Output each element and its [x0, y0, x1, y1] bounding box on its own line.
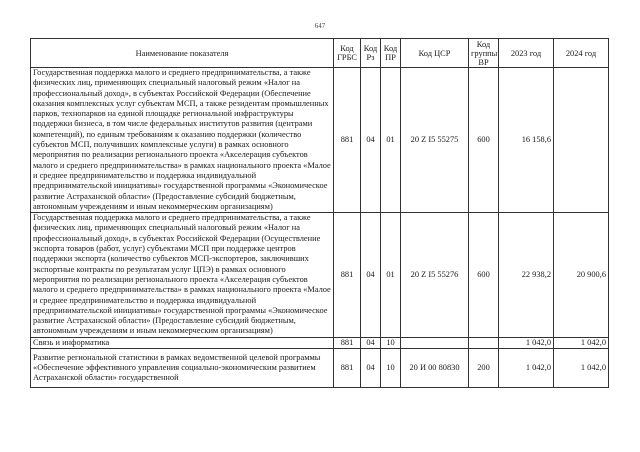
table-row	[31, 337, 609, 348]
row-rz: 04	[361, 349, 381, 388]
row-grbs: 881	[334, 337, 361, 348]
table-row	[31, 349, 609, 388]
row-rz: 04	[361, 213, 381, 338]
row-vr: 200	[469, 349, 499, 388]
row-2024: 1 042,0	[554, 349, 609, 388]
row-2024: 20 900,6	[554, 213, 609, 338]
budget-table	[30, 38, 609, 388]
row-vr: 600	[469, 68, 499, 213]
row-2023: 1 042,0	[499, 337, 554, 348]
table-row	[31, 68, 609, 213]
row-pr: 01	[381, 213, 401, 338]
row-name: Государственная поддержка малого и среднего предпринимательства, а также физических лиц, применяющих специальный налоговый режим «Налог на профессиональный доход», в субъектах Российской Федерации (Обеспечение оказания комплексных услуг субъектам МСП, а также резидентам промышленных парков, технопарков на единой площадке региональной инфраструктуры поддержки бизнеса, в том числе федеральных институтов развития (центрами компетенций), по единым требованиям к оказанию поддержки (количество субъектов МСП, получивших комплексные услуги) в рамках основного мероприятия по реализации регионального проекта «Акселерация субъектов малого и среднего предпринимательства» в рамках национального проекта «Малое и среднее предпринимательство и поддержка индивидуальной предпринимательской инициативы» государственной программы «Экономическое развитие Астраханской области» (Предоставление субсидий бюджетным, автономным учреждениям и иным некоммерческим организациям)	[31, 68, 334, 213]
header-name: Наименование показателя	[31, 39, 334, 68]
row-vr: 600	[469, 213, 499, 338]
row-rz: 04	[361, 68, 381, 213]
row-csr: 20 И 00 80830	[401, 349, 469, 388]
row-2023: 1 042,0	[499, 349, 554, 388]
row-csr: 20 Z I5 55275	[401, 68, 469, 213]
row-name: Связь и информатика	[31, 337, 334, 348]
table-row	[31, 213, 609, 338]
header-vr: Код группы ВР	[469, 39, 499, 68]
row-csr	[401, 337, 469, 348]
header-pr: Код ПР	[381, 39, 401, 68]
row-2024: 1 042,0	[554, 337, 609, 348]
row-vr	[469, 337, 499, 348]
row-grbs: 881	[334, 68, 361, 213]
row-name: Государственная поддержка малого и среднего предпринимательства, а также физических лиц, применяющих специальный налоговый режим «Налог на профессиональный доход», в субъектах Российской Федерации (Осуществление экспорта товаров (работ, услуг) субъектами МСП при поддержке центров поддержки экспорта (количество субъектов МСП-экспортеров, заключивших экспортные контракты по результатам услуг ЦПЭ) в рамках основного мероприятия по реализации регионального проекта «Акселерация субъектов малого и среднего предпринимательства» в рамках национального проекта «Малое и среднее предпринимательство и поддержка индивидуальной предпринимательской инициативы» государственной программы «Экономическое развитие Астраханской области» (Предоставление субсидий бюджетным, автономным учреждениям и иным некоммерческим организациям)	[31, 213, 334, 338]
row-2023: 16 158,6	[499, 68, 554, 213]
row-csr: 20 Z I5 55276	[401, 213, 469, 338]
row-pr: 10	[381, 337, 401, 348]
row-2024	[554, 68, 609, 213]
header-2024: 2024 год	[554, 39, 609, 68]
header-csr: Код ЦСР	[401, 39, 469, 68]
row-rz: 04	[361, 337, 381, 348]
row-pr: 10	[381, 349, 401, 388]
header-2023: 2023 год	[499, 39, 554, 68]
page-number: 647	[314, 22, 326, 30]
header-grbs: Код ГРБС	[334, 39, 361, 68]
table-header-row	[31, 39, 609, 68]
row-pr: 01	[381, 68, 401, 213]
row-2023: 22 938,2	[499, 213, 554, 338]
row-grbs: 881	[334, 213, 361, 338]
row-grbs: 881	[334, 349, 361, 388]
header-rz: Код Рз	[361, 39, 381, 68]
row-name: Развитие региональной статистики в рамках ведомственной целевой программы «Обеспечение эффективного управления социально-экономическим развитием Астраханской области» государственной	[31, 349, 334, 388]
